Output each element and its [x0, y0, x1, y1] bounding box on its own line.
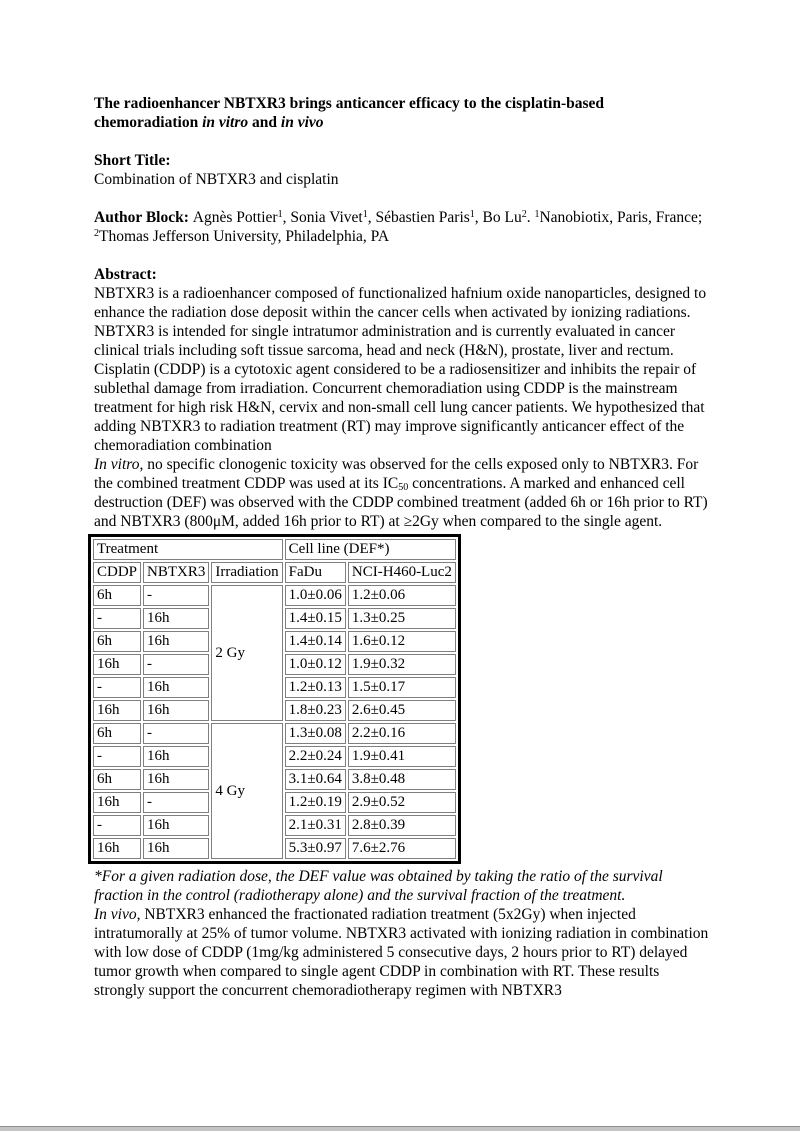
- nci-def-cell: 1.6±0.12: [348, 631, 456, 652]
- nbtxr3-cell: 16h: [143, 815, 209, 836]
- fadu-def-cell: 2.2±0.24: [285, 746, 346, 767]
- def-results-table: [88, 534, 461, 864]
- text-run: and: [248, 114, 281, 131]
- cddp-cell: -: [93, 746, 141, 767]
- cddp-cell: 16h: [93, 838, 141, 859]
- nci-def-cell: 1.2±0.06: [348, 585, 456, 606]
- irradiation-cell: 4 Gy: [211, 723, 282, 859]
- abstract-paragraph: [94, 360, 710, 455]
- text-run: In vitro: [94, 456, 140, 473]
- table-group-header-row: [93, 539, 456, 560]
- cddp-cell: 6h: [93, 769, 141, 790]
- cddp-cell: -: [93, 608, 141, 629]
- table-footnote: [94, 867, 710, 905]
- text-run: NBTXR3 enhanced the fractionated radiation treatment (5x2Gy) when injected intratumorally at 25% of tumor volume. NBTXR3 activated with ionizing radiation in combination with low dose of CDDP (1mg/kg administered 5 consecutive days, 2 hours prior to RT) delayed tumor growth when compared to single agent CDDP in combination with RT. These results strongly support the concurrent chemoradiotherapy regimen with NBTXR3: [94, 906, 709, 999]
- text-run: 1: [362, 209, 368, 220]
- abstract-label: Abstract:: [94, 266, 157, 283]
- irradiation-cell: 2 Gy: [211, 585, 282, 721]
- text-run: Author Block:: [94, 209, 193, 226]
- fadu-def-cell: 1.8±0.23: [285, 700, 346, 721]
- text-run: , no specific clonogenic toxicity was observed for the cells exposed only to NBTXR3. For the combined treatment CDDP was used at its IC: [94, 456, 699, 492]
- nbtxr3-cell: 16h: [143, 608, 209, 629]
- nci-def-cell: 7.6±2.76: [348, 838, 456, 859]
- paper-title: [94, 94, 710, 132]
- text-run: , Sonia Vivet: [282, 209, 363, 226]
- fadu-def-cell: 2.1±0.31: [285, 815, 346, 836]
- nci-def-cell: 1.9±0.41: [348, 746, 456, 767]
- text-run: The radioenhancer NBTXR3 brings anticancer efficacy to the cisplatin-based chemoradiation: [94, 95, 605, 131]
- text-run: in vitro: [202, 114, 249, 131]
- abstract-paragraph: [94, 455, 710, 531]
- text-run: , Bo Lu: [474, 209, 522, 226]
- text-run: 2: [94, 228, 99, 239]
- text-run: .: [526, 209, 535, 226]
- nci-def-cell: 2.8±0.39: [348, 815, 456, 836]
- table-row: [93, 585, 456, 606]
- abstract-paragraph: [94, 284, 710, 360]
- text-run: , Sébastien Paris: [367, 209, 470, 226]
- cddp-cell: -: [93, 677, 141, 698]
- text-run: Thomas Jefferson University, Philadelphia, PA: [99, 228, 390, 245]
- author-block: [94, 208, 710, 246]
- nbtxr3-cell: 16h: [143, 677, 209, 698]
- fadu-def-cell: 1.0±0.06: [285, 585, 346, 606]
- nci-def-cell: 1.5±0.17: [348, 677, 456, 698]
- nbtxr3-cell: 16h: [143, 838, 209, 859]
- window-bottom-edge: [0, 1126, 800, 1131]
- nbtxr3-cell: 16h: [143, 746, 209, 767]
- text-run: Nanobiotix, Paris, France;: [539, 209, 703, 226]
- short-title-value: Combination of NBTXR3 and cisplatin: [94, 171, 339, 188]
- table-column-header-cell: NCI-H460-Luc2: [348, 562, 456, 583]
- nci-def-cell: 1.3±0.25: [348, 608, 456, 629]
- text-run: 1: [277, 209, 283, 220]
- table-row: [93, 723, 456, 744]
- text-run: 1: [469, 209, 475, 220]
- cddp-cell: 6h: [93, 723, 141, 744]
- table-group-header-cell: Treatment: [93, 539, 283, 560]
- cddp-cell: 16h: [93, 654, 141, 675]
- short-title-block: [94, 151, 710, 189]
- text-run: concentrations. A marked and enhanced cell destruction (DEF) was observed with the CDDP combined treatment (added 6h or 16h prior to RT) and NBTXR3 (800μM, added 16h prior to RT) at ≥2Gy when compared to the single agent.: [94, 475, 708, 530]
- in-vivo-paragraph: [94, 905, 710, 1000]
- fadu-def-cell: 5.3±0.97: [285, 838, 346, 859]
- nbtxr3-cell: 16h: [143, 769, 209, 790]
- nci-def-cell: 2.2±0.16: [348, 723, 456, 744]
- cddp-cell: 6h: [93, 585, 141, 606]
- text-run: Agnès Pottier: [192, 209, 278, 226]
- nci-def-cell: 3.8±0.48: [348, 769, 456, 790]
- fadu-def-cell: 1.3±0.08: [285, 723, 346, 744]
- fadu-def-cell: 3.1±0.64: [285, 769, 346, 790]
- text-run: 1: [534, 209, 540, 220]
- table-group-header-cell: Cell line (DEF*): [285, 539, 456, 560]
- text-run: 2: [521, 209, 527, 220]
- nci-def-cell: 2.6±0.45: [348, 700, 456, 721]
- abstract-document: [94, 94, 710, 1000]
- text-run: In vivo,: [94, 906, 141, 923]
- nbtxr3-cell: 16h: [143, 631, 209, 652]
- abstract-block: [94, 265, 710, 531]
- text-run: NBTXR3 is a radioenhancer composed of functionalized hafnium oxide nanoparticles, designed to enhance the radiation dose deposit within the cancer cells when activated by ionizing radiations. NBTXR3 is intended for single intratumor administration and is currently evaluated in cancer clinical trials including soft tissue sarcoma, head and neck (H&N), prostate, liver and rectum.: [94, 285, 707, 359]
- nci-def-cell: 1.9±0.32: [348, 654, 456, 675]
- table-column-header-row: [93, 562, 456, 583]
- fadu-def-cell: 1.4±0.14: [285, 631, 346, 652]
- cddp-cell: 6h: [93, 631, 141, 652]
- cddp-cell: -: [93, 815, 141, 836]
- cddp-cell: 16h: [93, 700, 141, 721]
- nci-def-cell: 2.9±0.52: [348, 792, 456, 813]
- nbtxr3-cell: -: [143, 723, 209, 744]
- text-run: 50: [398, 482, 409, 493]
- table-column-header-cell: NBTXR3: [143, 562, 209, 583]
- table-column-header-cell: Irradiation: [211, 562, 282, 583]
- nbtxr3-cell: -: [143, 792, 209, 813]
- nbtxr3-cell: -: [143, 585, 209, 606]
- short-title-label: Short Title:: [94, 152, 171, 169]
- text-run: Cisplatin (CDDP) is a cytotoxic agent considered to be a radiosensitizer and inhibits the repair of sublethal damage from irradiation. Concurrent chemoradiation using CDDP is the mainstream treatment for high risk H&N, cervix and non-small cell lung cancer patients. We hypothesized that adding NBTXR3 to radiation treatment (RT) may improve significantly anticancer effect of the chemoradiation combination: [94, 361, 705, 454]
- table-column-header-cell: FaDu: [285, 562, 346, 583]
- fadu-def-cell: 1.4±0.15: [285, 608, 346, 629]
- nbtxr3-cell: 16h: [143, 700, 209, 721]
- table-column-header-cell: CDDP: [93, 562, 141, 583]
- fadu-def-cell: 1.2±0.19: [285, 792, 346, 813]
- fadu-def-cell: 1.0±0.12: [285, 654, 346, 675]
- nbtxr3-cell: -: [143, 654, 209, 675]
- text-run: in vivo: [280, 114, 324, 131]
- text-run: *For a given radiation dose, the DEF value was obtained by taking the ratio of the survival fraction in the control (radiotherapy alone) and the survival fraction of the treatment.: [94, 868, 663, 904]
- fadu-def-cell: 1.2±0.13: [285, 677, 346, 698]
- cddp-cell: 16h: [93, 792, 141, 813]
